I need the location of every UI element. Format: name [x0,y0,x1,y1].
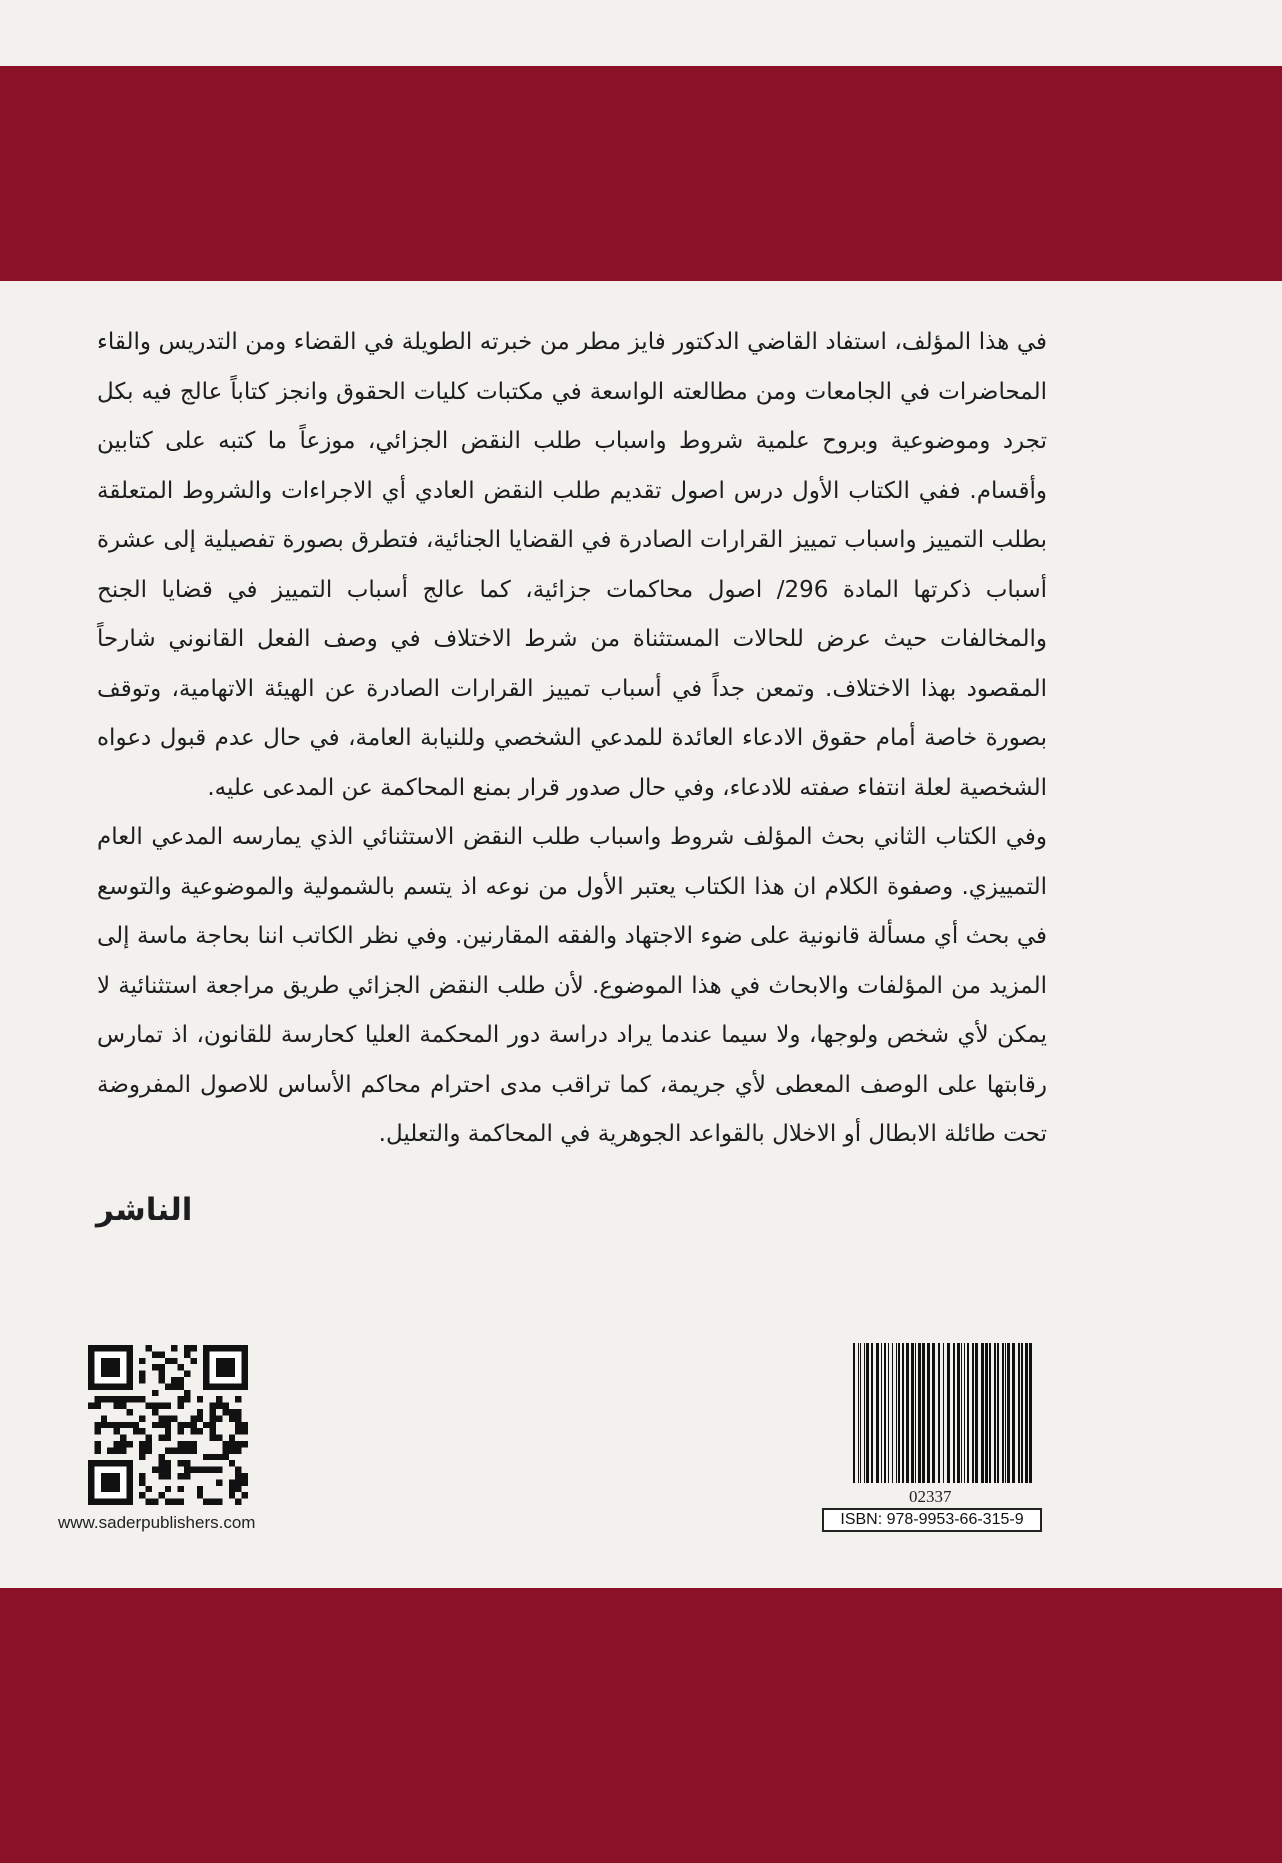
publisher-website: www.saderpublishers.com [58,1513,256,1532]
bottom-color-band [0,1588,1282,1863]
back-cover-blurb [97,318,1047,1160]
top-color-band [0,66,1282,281]
isbn-label: ISBN: 978-9953-66-315-9 [822,1508,1042,1532]
blurb-paragraph-1: في هذا المؤلف، استفاد القاضي الدكتور فايز مطر من خبرته الطويلة في القضاء ومن التدريس والقاء المحاضرات في الجامعات ومن مطالعته الواسعة في مكتبات كليات الحقوق وانجز كتاباً عالج فيه بكل تجرد وموضوعية وبروح علمية شروط واسباب طلب النقض الجزائي، موزعاً ما كتبه على كتابين وأقسام. ففي الكتاب الأول درس اصول تقديم طلب النقض العادي أي الاجراءات والشروط المتعلقة بطلب التمييز واسباب تمييز القرارات الصادرة في القضايا الجنائية، فتطرق بصورة تفصيلية إلى عشرة أسباب ذكرتها المادة 296/ اصول محاكمات جزائية، كما عالج أسباب التمييز في قضايا الجنح والمخالفات حيث عرض للحالات المستثناة من شرط الاختلاف في وصف الفعل القانوني شارحاً المقصود بهذا الاختلاف. وتمعن جداً في أسباب تمييز القرارات الصادرة عن الهيئة الاتهامية، وتوقف بصورة خاصة أمام حقوق الادعاء العائدة للمدعي الشخصي وللنيابة العامة، في حال عدم قبول دعواه الشخصية لعلة انتفاء صفته للادعاء، وفي حال صدور قرار بمنع المحاكمة عن المدعى عليه. [97,329,1047,801]
blurb-paragraph-2: وفي الكتاب الثاني بحث المؤلف شروط واسباب طلب النقض الاستثنائي الذي يمارسه المدعي العام التمييزي. وصفوة الكلام ان هذا الكتاب يعتبر الأول من نوعه اذ يتسم بالشمولية والموضوعية والتوسع في بحث أي مسألة قانونية على ضوء الاجتهاد والفقه المقارنين. وفي نظر الكاتب اننا بحاجة ماسة إلى المزيد من المؤلفات والابحاث في هذا الموضوع. لأن طلب النقض الجزائي طريق مراجعة استثنائية لا يمكن لأي شخص ولوجها، ولا سيما عندما يراد دراسة دور المحكمة العليا كحارسة للقانون، اذ تمارس رقابتها على الوصف المعطى لأي جريمة، كما تراقب مدى احترام محاكم الأساس للاصول المفروضة تحت طائلة الابطال أو الاخلال بالقواعد الجوهرية في المحاكمة والتعليل. [97,824,1047,1147]
qr-code [88,1345,248,1505]
barcode [851,1343,1039,1483]
barcode-number: 02337 [909,1487,952,1506]
publisher-signature: الناشر [96,1192,193,1228]
